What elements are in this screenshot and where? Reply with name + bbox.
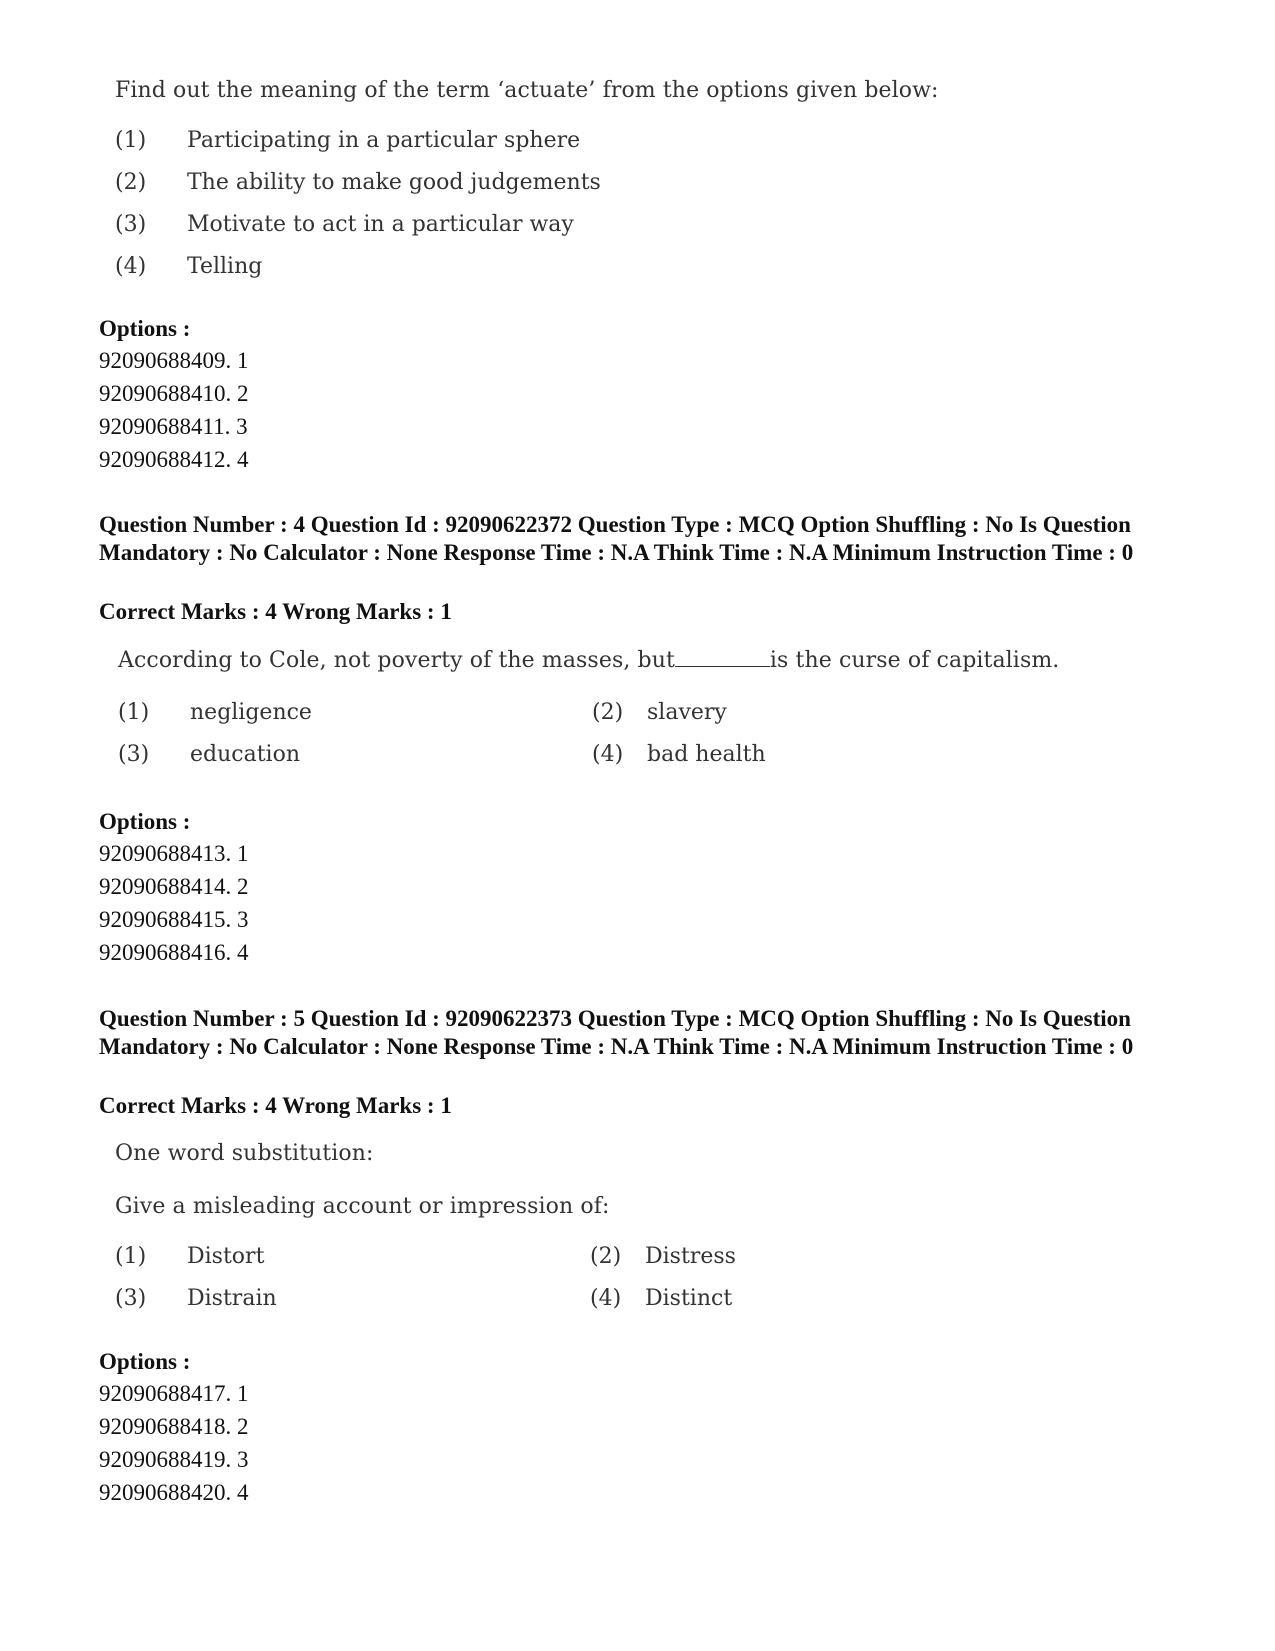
choice-text: Distinct <box>645 1286 733 1311</box>
q4-choice-1 <box>118 700 312 725</box>
q4-choice-4 <box>592 742 766 767</box>
q3-options-label: Options : <box>99 316 191 341</box>
choice-text: The ability to make good judgements <box>187 170 601 195</box>
choice-text: Participating in a particular sphere <box>187 128 581 153</box>
q3-option-id-4: 92090688412. 4 <box>99 447 249 472</box>
q5-option-id-3: 92090688419. 3 <box>99 1447 249 1472</box>
q5-marks: Correct Marks : 4 Wrong Marks : 1 <box>99 1093 452 1118</box>
q3-choice-3 <box>115 212 574 237</box>
q4-options-label: Options : <box>99 809 191 834</box>
choice-number: (2) <box>590 1244 622 1269</box>
choice-text: Distort <box>187 1244 265 1269</box>
choice-number: (4) <box>592 742 624 767</box>
q5-option-id-2: 92090688418. 2 <box>99 1414 249 1439</box>
choice-text: Distrain <box>187 1286 277 1311</box>
q5-choice-1 <box>115 1244 264 1269</box>
choice-text: negligence <box>190 700 312 725</box>
q3-choice-1 <box>115 128 580 153</box>
q4-option-id-3: 92090688415. 3 <box>99 907 249 932</box>
q5-stem-line1: One word substitution: <box>115 1141 374 1166</box>
choice-text: bad health <box>647 742 766 767</box>
q4-option-id-2: 92090688414. 2 <box>99 874 249 899</box>
choice-text: Motivate to act in a particular way <box>187 212 574 237</box>
choice-number: (3) <box>118 742 150 767</box>
choice-text: slavery <box>647 700 727 725</box>
q5-choice-3 <box>115 1286 277 1311</box>
q4-choice-3 <box>118 742 300 767</box>
choice-number: (2) <box>115 170 147 195</box>
q4-choice-2 <box>592 700 727 725</box>
q4-stem <box>118 648 1059 673</box>
choice-number: (1) <box>115 1244 147 1269</box>
choice-text: Distress <box>645 1244 736 1269</box>
q3-option-id-2: 92090688410. 2 <box>99 381 249 406</box>
q5-option-id-1: 92090688417. 1 <box>99 1381 249 1406</box>
q5-meta: Question Number : 5 Question Id : 92090622373 Question Type : MCQ Option Shuffling : No Is Question Mandatory : No Calculator : None Response Time : N.A Think Time : N.A Minimum Instruction Time : 0 <box>99 1006 1134 1059</box>
choice-number: (3) <box>115 212 147 237</box>
q3-option-id-3: 92090688411. 3 <box>99 414 248 439</box>
choice-number: (2) <box>592 700 624 725</box>
q4-option-id-1: 92090688413. 1 <box>99 841 249 866</box>
q5-choice-4 <box>590 1286 732 1311</box>
q5-choice-2 <box>590 1244 736 1269</box>
q5-stem-line2: Give a misleading account or impression of: <box>115 1194 610 1219</box>
choice-number: (1) <box>118 700 150 725</box>
choice-number: (3) <box>115 1286 147 1311</box>
choice-text: education <box>190 742 300 767</box>
q3-choice-2 <box>115 170 601 195</box>
q4-stem-before: According to Cole, not poverty of the masses, but <box>118 648 675 673</box>
q4-stem-after: is the curse of capitalism. <box>769 648 1060 673</box>
q3-option-id-1: 92090688409. 1 <box>99 348 249 373</box>
q3-choice-4 <box>115 254 262 279</box>
q4-meta: Question Number : 4 Question Id : 92090622372 Question Type : MCQ Option Shuffling : No Is Question Mandatory : No Calculator : None Response Time : N.A Think Time : N.A Minimum Instruction Time : 0 <box>99 512 1134 565</box>
q4-option-id-4: 92090688416. 4 <box>99 940 249 965</box>
fill-blank <box>675 648 770 667</box>
q5-options-label: Options : <box>99 1349 191 1374</box>
q4-marks: Correct Marks : 4 Wrong Marks : 1 <box>99 599 452 624</box>
choice-number: (4) <box>115 254 147 279</box>
q3-stem: Find out the meaning of the term ‘actuate’ from the options given below: <box>115 78 939 103</box>
choice-text: Telling <box>187 254 263 279</box>
q5-option-id-4: 92090688420. 4 <box>99 1480 249 1505</box>
choice-number: (1) <box>115 128 147 153</box>
choice-number: (4) <box>590 1286 622 1311</box>
